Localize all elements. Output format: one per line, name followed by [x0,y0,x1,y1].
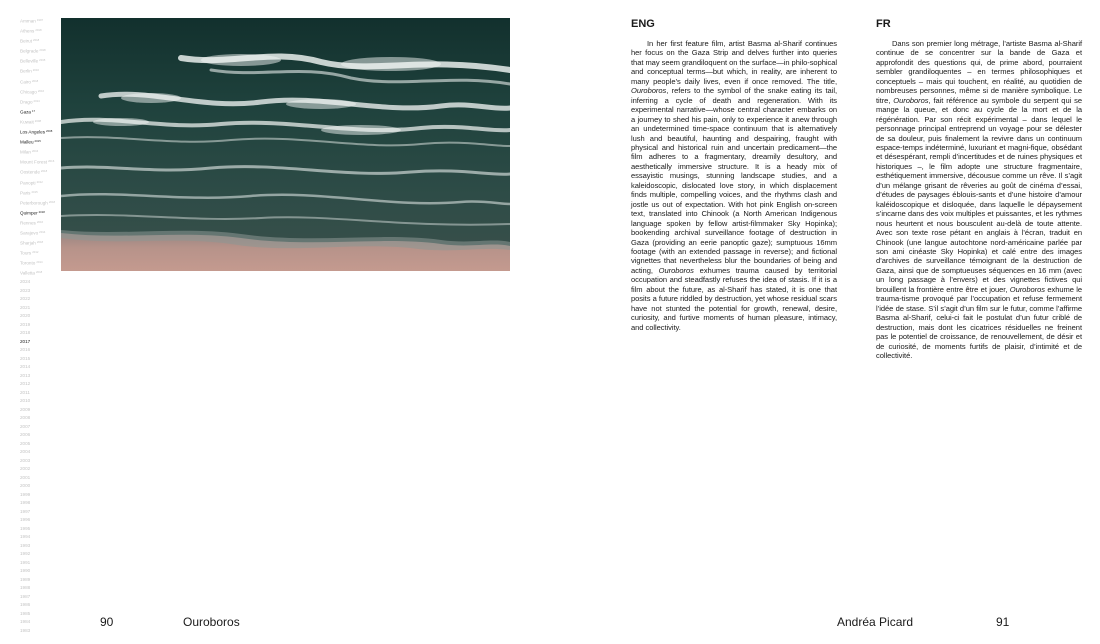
index-item-label: Belleville [20,58,39,64]
index-item[interactable] [20,312,62,321]
index-item-label: Belgrade [20,48,39,54]
index-item[interactable] [20,137,62,147]
index-item-label: Quimper [20,210,38,216]
index-item-label: 1983 [20,627,31,633]
index-item[interactable] [20,465,62,474]
index-item[interactable] [20,491,62,500]
index-item-label: 2022 [20,296,31,302]
aerial-sea-shore-photo [61,18,510,271]
index-item[interactable] [20,372,62,381]
index-item[interactable] [20,77,62,87]
index-item[interactable] [20,56,62,66]
index-item-label: 2023 [20,287,31,293]
index-item-label: Paris [20,190,31,196]
index-item[interactable] [20,46,62,56]
index-item[interactable] [20,559,62,568]
index-item-label: Drago [20,99,33,105]
index-item[interactable] [20,601,62,610]
index-item-label: 2014 [20,364,31,370]
index-item-year: 17 [31,108,36,113]
index-item-label: 2018 [20,330,31,336]
index-item[interactable] [20,380,62,389]
index-item-year: 2008 [46,129,53,134]
index-item[interactable] [20,117,62,127]
index-item-year: 2016 [31,149,39,154]
index-item[interactable] [20,567,62,576]
index-item[interactable] [20,516,62,525]
index-item[interactable] [20,304,62,313]
index-item-label: Beirut [20,38,33,44]
index-item[interactable] [20,66,62,76]
index-item[interactable] [20,482,62,491]
index-item-label: 2002 [20,466,31,472]
index-item-label: Gaza [20,109,31,115]
film-index [20,16,62,635]
index-item-label: 2021 [20,304,31,310]
index-item-label: Kuwait [20,119,34,125]
index-item-label: Tours [20,250,32,256]
left-running-title: Ouroboros [183,615,240,629]
index-item[interactable] [20,499,62,508]
index-item[interactable] [20,363,62,372]
index-item-label: 2016 [20,347,31,353]
index-item[interactable] [20,208,62,218]
index-item-label: 2008 [20,415,31,421]
index-item[interactable] [20,448,62,457]
left-page-number: 90 [100,615,114,629]
index-item-year: 2018 [40,169,48,174]
index-item[interactable] [20,321,62,330]
index-item-year: 2018 [31,78,39,83]
text-segment: , refers to the symbol of the snake eating its tail, inferring a cycle of death and regeneration. With its experimental narrative—whose central character embarks on a journey to shed his pain, only to experience it anew through an undetermined time-space continuum that is alternatively lush and beautiful, haunting and despairing, fraught with physical and historical ruin and uncertain predicament—the film adheres to a fragmentary, dreamily desultory, and aesthetically immersive structure. It is a heady mix of essayistic musings, stunning landscape studies, and a kaleidoscopic, dislocated love story, in which displacement finds multiple, compelling voices, and the rhythms clash and jostle us out of expectation. With hot pink English on-screen text, translated into Chinook (a North American Indigenous language spoken by fellow artist-filmmaker Sky Hopinka); bookending archival surveillance footage of destruction in Gaza (providing an eerie panoptic gaze); sumptuous 16mm footage (with an extended passage in reverse); and fictional vignettes that nevertheless blur the boundaries of being and acting, [631,86,837,275]
index-item-label: Panopti [20,180,36,186]
index-item[interactable] [20,167,62,177]
index-item[interactable] [20,268,62,278]
right-page-number: 91 [996,615,1010,629]
index-item-year: 2016 [32,68,39,73]
index-item-label: Athens [20,28,35,34]
index-item-year: 2016 [37,88,45,93]
index-item-label: 1997 [20,508,31,514]
index-item[interactable] [20,431,62,440]
index-item[interactable] [20,457,62,466]
index-item[interactable] [20,550,62,559]
index-item[interactable] [20,397,62,406]
index-item[interactable] [20,287,62,296]
index-item-label: Los Angeles [20,129,46,135]
index-item-label: 2017 [20,338,31,344]
index-item-label: 1991 [20,559,31,565]
index-item-label: 1995 [20,525,31,531]
text-segment: exhume le trauma-tisme provoqué par l’occupation et refuse fermement l’idée de stase. S’il s’agit d’un film sur le futur, comme l’affirme Basma al-Sharif, celui-ci fait le postulat d’un futur criblé de destruction, mais dont les cicatrices résiduelles ne freinent pas le potentiel de croissance, de renouvellement, de désir et de curiosité, de moments furtifs de plaisir, d’intimité et de collectivité. [876,284,1083,360]
index-item[interactable] [20,542,62,551]
index-item-label: 1986 [20,602,31,608]
index-item-year: 2012 [36,179,43,184]
french-heading: FR [876,18,891,30]
english-heading: ENG [631,18,655,30]
index-item[interactable] [20,423,62,432]
english-body-text [631,39,837,332]
index-item[interactable] [20,414,62,423]
index-item-label: 1990 [20,568,31,574]
index-item-year: 2012 [32,250,39,255]
index-item-year: 2016 [36,219,44,224]
index-item[interactable] [20,346,62,355]
right-running-author: Andréa Picard [837,615,914,629]
index-item-year: 2015 [31,189,38,194]
index-item-year: 2014 [36,260,43,265]
index-item-label: Sarajevo [20,230,39,236]
index-item[interactable] [20,107,62,117]
index-item-label: 2007 [20,423,31,429]
index-item-label: Rennes [20,220,36,226]
index-item-label: Oostende [20,170,40,175]
index-item-label: Malleu [20,139,34,145]
index-item-label: 2009 [20,406,31,412]
index-item[interactable] [20,258,62,268]
index-item-label: 2005 [20,440,31,446]
index-item-year: 2014 [39,229,46,234]
index-item[interactable] [20,295,62,304]
index-item-label: 2020 [20,313,31,319]
index-item[interactable] [20,474,62,483]
index-item-label: 1994 [20,534,31,540]
index-item[interactable] [20,406,62,415]
index-item-label: 2015 [20,355,31,361]
index-item-year: 2018 [35,270,43,275]
index-item[interactable] [20,355,62,364]
index-item-year: 2018 [33,38,40,43]
index-item[interactable] [20,610,62,619]
index-item-label: Sharjah [20,240,36,246]
index-item[interactable] [20,278,62,287]
index-item[interactable] [20,627,62,636]
index-item-label: 2010 [20,398,31,404]
index-item-label: 2024 [20,279,31,285]
index-item[interactable] [20,238,62,248]
english-column [631,18,837,332]
index-item-year: 2018 [48,199,56,204]
index-item[interactable] [20,97,62,107]
index-item-label: 2003 [20,457,31,463]
index-item[interactable] [20,329,62,338]
index-item-year: 2018 [36,240,44,245]
text-segment: Dans son premier long métrage, l’artiste Basma al-Sharif continue de se concentrer sur la bande de Gaza et approfondit des questions qui, de prime abord, pourraient sembler grandiloquentes – en termes philosophiques et conceptuels – mais qui touchent, en réalité, au quotidien de nombreuses personnes, même si de manière symbolique. Le titre, [876,39,1082,105]
index-item[interactable] [20,87,62,97]
index-item-label: 1989 [20,576,31,582]
text-segment: In her first feature film, artist Basma al-Sharif continues her focus on the Gaza Strip and delves further into queries that may seem grandiloquent on the surface—in philo-sophical and conceptual terms—but which, in reality, are inherent to many people’s daily lives, even if once removed. The title, [631,39,837,86]
index-item-label: Milan [20,149,31,155]
index-item-year: 2015 [34,139,41,144]
index-item-label: 1987 [20,593,31,599]
index-item[interactable] [20,533,62,542]
index-item[interactable] [20,525,62,534]
text-segment: exhumes trauma caused by territorial occupation and steadfastly refuses the idea of stasis. If it is a film about the future, as al-Sharif has stated, it is one that posits a future riddled by destruction, yet whose residual scars have not stunted the potential for growth, renewal, desire, curiosity, and furtive moments of human pleasure, intimacy, and collectivity. [631,265,837,332]
index-item-label: Valletta [20,270,35,276]
index-item-label: Berlin [20,69,32,75]
index-item[interactable] [20,26,62,36]
index-item-year: 1997 [36,18,44,22]
index-item-label: 1998 [20,500,31,506]
french-column [876,18,1082,360]
index-item-label: 2011 [20,389,30,395]
index-item-label: 2019 [20,321,31,327]
index-item-label: 1993 [20,542,31,548]
index-item[interactable] [20,147,62,157]
index-item-year: 2018 [38,209,45,214]
index-item[interactable] [20,36,62,46]
index-item[interactable] [20,198,62,208]
film-title-italic: Ouroboros [1009,284,1045,294]
index-item[interactable] [20,218,62,228]
index-item-label: Toronto [20,260,36,266]
index-item-label: Peterborough [20,200,48,206]
index-item[interactable] [20,576,62,585]
index-item-year: 2018 [39,48,46,53]
french-body-text [876,39,1082,360]
index-item-label: 2006 [20,432,31,438]
index-item-label: 1988 [20,585,31,591]
index-item[interactable] [20,389,62,398]
index-item[interactable] [20,178,62,188]
index-item-year: 2015 [39,58,46,63]
index-item[interactable] [20,593,62,602]
index-item-label: 2012 [20,381,31,387]
index-item-label: 2001 [20,474,31,480]
index-item[interactable] [20,228,62,238]
index-item-label: 1984 [20,619,31,625]
index-item[interactable] [20,16,62,26]
index-item-year: 2008 [34,118,42,123]
text-segment: , fait référence au symbole du serpent qui se mange la queue, et donc au cycle de la mort et de la régénération. Par son récit expérimental – dans lequel le personnage principal entreprend un voyage pour se délester de sa douleur, puis finalement la revivre dans un continuum espace-temps indéterminé, luxuriant et magni-fique, obsédant et désespérant, rempli d’incertitudes et de ruines physiques et historiques –, le film adopte une structure fragmentaire, esthétiquement immersive, décousue comme un rêve. Il s’agit d’un mélange grisant de rêveries au goût de cinéma d’essai, d’études de paysages éblouis-sants et d’une histoire d’amour kaléidoscopique et disloquée, dans laquelle le dépaysement s’incarne dans des voix multiples et puissantes, et les rythmes nous heurtent et nous bousculent au-delà de toute attente. Avec son texte rose pétant en anglais à l’écran, traduit en Chinook (une langue autochtone nord-américaine parlée par son ami cinéaste Sky Hopinka) et calé entre des images d’archives de surveillance témoignant de la destruction de Gaza, ainsi que de somptueuses séquences en 16 mm (avec un long passage à l’envers) et des vignettes fictives qui brouillent la frontière entre être et jouer, [876,95,1082,294]
index-item-year: 2014 [33,98,40,103]
index-item-label: Cairo [20,79,31,85]
film-title-italic: Ouroboros [658,265,694,275]
index-item-label: 1999 [20,491,31,497]
index-item[interactable] [20,248,62,258]
index-item-year: 2016 [48,159,55,164]
index-item[interactable] [20,338,62,347]
index-item-label: 1992 [20,551,31,557]
index-item-label: Mount Forest [20,159,48,165]
index-item-label: 2004 [20,449,31,455]
index-item-label: 2000 [20,483,31,489]
index-item-label: 1985 [20,610,31,616]
index-item[interactable] [20,584,62,593]
index-item[interactable] [20,157,62,167]
index-item[interactable] [20,618,62,627]
sea-shore-illustration [61,18,510,271]
index-item-label: Chicago [20,89,37,95]
index-item-label: Amman [20,18,36,24]
index-item[interactable] [20,508,62,517]
index-item-label: 2013 [20,372,31,378]
index-item[interactable] [20,188,62,198]
film-title-italic: Ouroboros [631,86,667,96]
film-title-italic: Ouroboros [893,95,929,105]
index-item[interactable] [20,127,62,137]
index-item[interactable] [20,440,62,449]
index-item-year: 2018 [35,28,42,33]
index-item-label: 1996 [20,517,31,523]
